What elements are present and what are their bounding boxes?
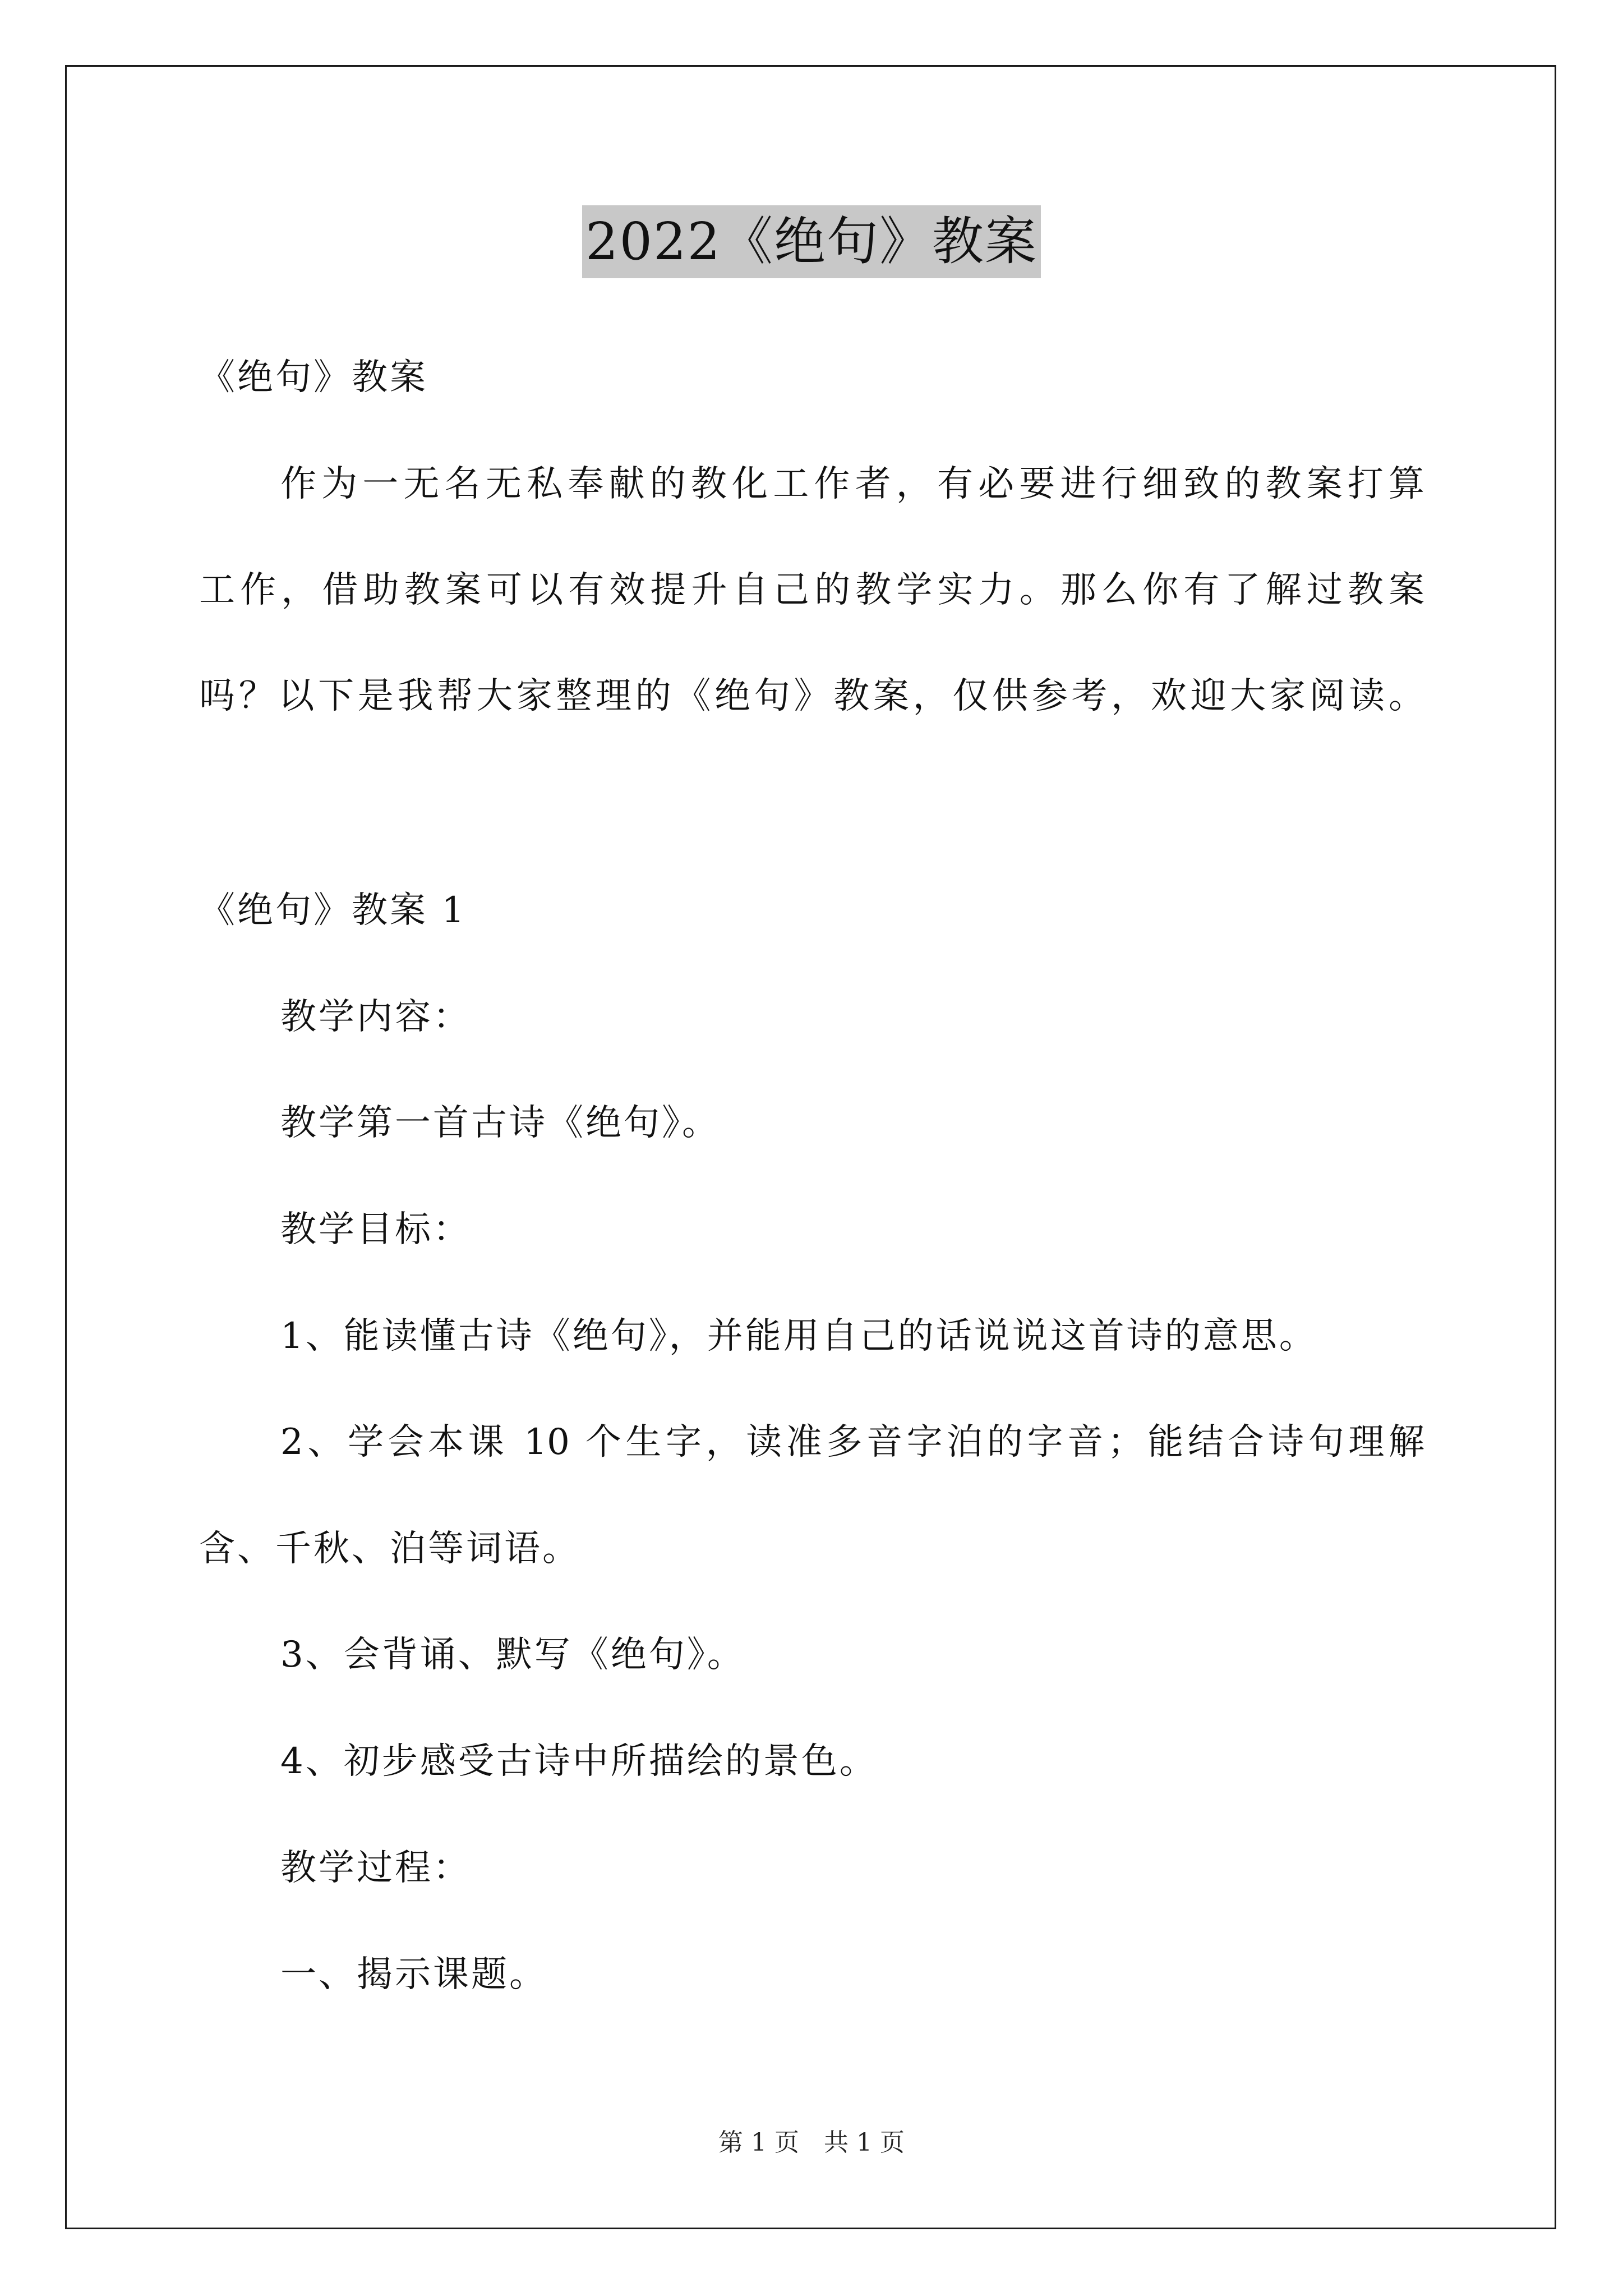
goal-item-1: 1、能读懂古诗《绝句》，并能用自己的话说说这首诗的意思。 <box>280 1315 1317 1357</box>
goal-item-2-line-2: 含、千秋、泊等词语。 <box>199 1528 580 1570</box>
goal-item-2-line-1: 2、学会本课 10 个生字，读准多音字泊的字音；能结合诗句理解 <box>280 1421 1424 1463</box>
process-step-1: 一、揭示课题。 <box>280 1954 547 1995</box>
goals-label: 教学目标： <box>280 1209 471 1250</box>
process-label: 教学过程： <box>280 1847 471 1889</box>
content-text: 教学第一首古诗《绝句》。 <box>280 1102 720 1144</box>
content-label: 教学内容： <box>280 996 471 1038</box>
section-heading: 《绝句》教案 1 <box>199 890 467 931</box>
title-container <box>0 205 1623 278</box>
intro-line-1: 作为一无名无私奉献的教化工作者，有必要进行细致的教案打算 <box>280 463 1424 505</box>
intro-line-2: 工作，借助教案可以有效提升自己的教学实力。那么你有了解过教案 <box>199 569 1424 611</box>
page-footer: 第 1 页 共 1 页 <box>718 2128 905 2157</box>
intro-line-3: 吗？以下是我帮大家整理的《绝句》教案，仅供参考，欢迎大家阅读。 <box>199 675 1424 717</box>
document-title: 2022《绝句》教案 <box>582 205 1041 278</box>
goal-item-3: 3、会背诵、默写《绝句》。 <box>280 1634 745 1676</box>
document-subtitle: 《绝句》教案 <box>199 357 428 398</box>
goal-item-4: 4、初步感受古诗中所描绘的景色。 <box>280 1741 878 1782</box>
